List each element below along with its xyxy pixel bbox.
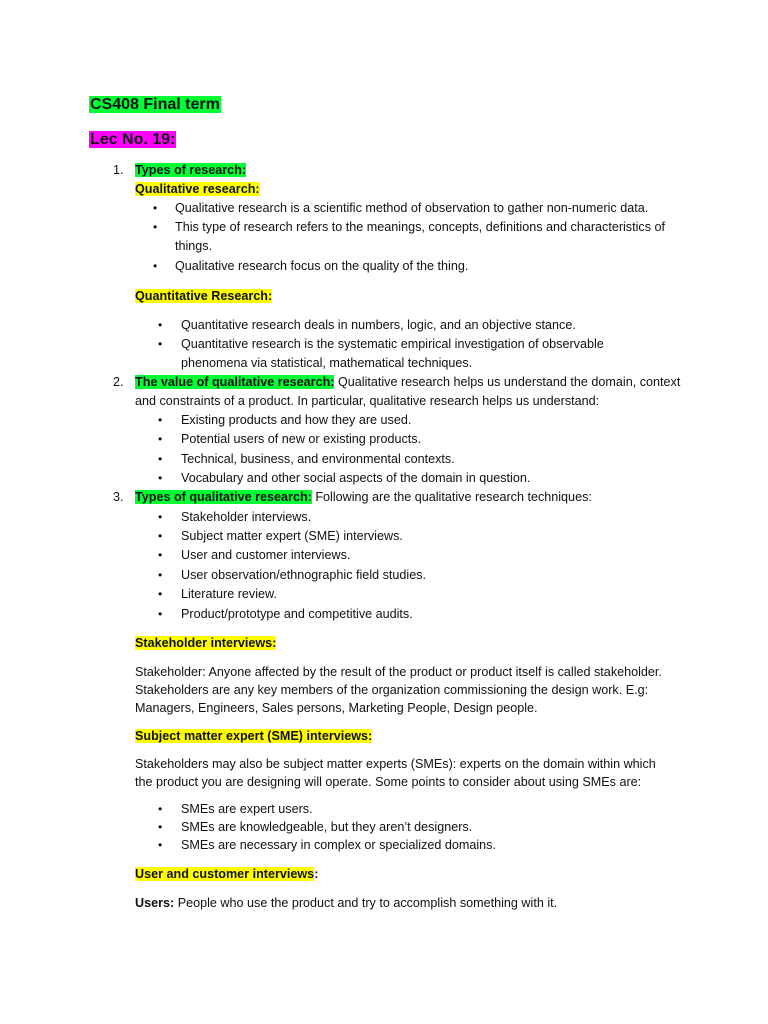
user-heading: User and customer interviews: [135, 867, 315, 881]
qual-heading: Qualitative research:: [135, 182, 260, 196]
bullet-icon: •: [158, 337, 163, 351]
s1-heading: Types of research:: [135, 163, 247, 177]
s1-heading-wrap: [135, 162, 246, 178]
s3-text: Following are the qualitative research techniques:: [311, 490, 592, 504]
sme-line-2: the product you are designing will operate. Some points to consider about using SMEs are:: [135, 775, 642, 789]
s3-heading: Types of qualitative research:: [135, 490, 312, 504]
sme-bullet-2: SMEs are knowledgeable, but they aren’t designers.: [181, 820, 473, 834]
s3-bullet-6: Product/prototype and competitive audits.: [181, 607, 413, 621]
s3-bullet-2: Subject matter expert (SME) interviews.: [181, 529, 403, 543]
sme-heading-wrap: [135, 728, 372, 744]
doc-title: CS408 Final term: [90, 96, 220, 113]
s2-heading: The value of qualitative research:: [135, 375, 335, 389]
s2-line1: [135, 374, 680, 390]
s2-bullet-2: Potential users of new or existing products.: [181, 432, 422, 446]
bullet-icon: •: [158, 413, 163, 427]
bullet-icon: •: [158, 802, 163, 816]
bullet-icon: •: [153, 201, 158, 215]
quant-bullet-2: Quantitative research is the systematic empirical investigation of observable: [181, 337, 604, 351]
s3-bullet-5: Literature review.: [181, 587, 277, 601]
qual-bullet-2-cont: things.: [175, 239, 213, 253]
bullet-icon: •: [158, 432, 163, 446]
qual-bullet-1: Qualitative research is a scientific method of observation to gather non-numeric data.: [175, 201, 649, 215]
users-text: People who use the product and try to accomplish something with it.: [174, 896, 558, 910]
s2-number: 2.: [113, 375, 124, 389]
quant-bullet-2-cont: phenomena via statistical, mathematical techniques.: [181, 356, 473, 370]
doc-title-wrap: [89, 95, 221, 115]
stakeholder-line-3: Managers, Engineers, Sales persons, Marketing People, Design people.: [135, 701, 538, 715]
bullet-icon: •: [158, 548, 163, 562]
s2-text-2: and constraints of a product. In particular, qualitative research helps us understand:: [135, 394, 600, 408]
bullet-icon: •: [158, 838, 163, 852]
stakeholder-heading: Stakeholder interviews:: [135, 636, 277, 650]
bullet-icon: •: [158, 529, 163, 543]
stakeholder-heading-wrap: [135, 635, 276, 651]
bullet-icon: •: [158, 820, 163, 834]
quant-bullet-1: Quantitative research deals in numbers, logic, and an objective stance.: [181, 318, 576, 332]
s2-bullet-3: Technical, business, and environmental contexts.: [181, 452, 455, 466]
sme-heading: Subject matter expert (SME) interviews:: [135, 729, 373, 743]
qual-bullet-2: This type of research refers to the meanings, concepts, definitions and characteristics of: [175, 220, 666, 234]
qual-bullet-3: Qualitative research focus on the quality of the thing.: [175, 259, 469, 273]
lecture-heading-wrap: [89, 130, 176, 150]
bullet-icon: •: [158, 510, 163, 524]
bullet-icon: •: [158, 587, 163, 601]
users-label: Users:: [135, 896, 175, 910]
users-line: [135, 895, 557, 911]
stakeholder-line-2: Stakeholders are any key members of the organization commissioning the design work. E.g:: [135, 683, 649, 697]
bullet-icon: •: [153, 259, 158, 273]
s2-bullet-4: Vocabulary and other social aspects of the domain in question.: [181, 471, 531, 485]
sme-bullet-3: SMEs are necessary in complex or specialized domains.: [181, 838, 496, 852]
s3-bullet-3: User and customer interviews.: [181, 548, 351, 562]
user-heading-wrap: [135, 866, 318, 882]
bullet-icon: •: [158, 452, 163, 466]
quant-heading: Quantitative Research:: [135, 289, 273, 303]
bullet-icon: •: [158, 471, 163, 485]
user-heading-colon: :: [314, 867, 319, 881]
sme-line-1: Stakeholders may also be subject matter experts (SMEs): experts on the domain within which: [135, 757, 656, 771]
bullet-icon: •: [153, 220, 158, 234]
quant-heading-wrap: [135, 288, 272, 304]
s2-text-1: Qualitative research helps us understand the domain, context: [334, 375, 681, 389]
bullet-icon: •: [158, 568, 163, 582]
s1-number: 1.: [113, 163, 124, 177]
qual-heading-wrap: [135, 181, 260, 197]
sme-bullet-1: SMEs are expert users.: [181, 802, 313, 816]
bullet-icon: •: [158, 607, 163, 621]
s3-bullet-4: User observation/ethnographic field studies.: [181, 568, 427, 582]
s3-bullet-1: Stakeholder interviews.: [181, 510, 312, 524]
lecture-heading: Lec No. 19:: [90, 131, 176, 148]
s3-line1: [135, 489, 592, 505]
bullet-icon: •: [158, 318, 163, 332]
s3-number: 3.: [113, 490, 124, 504]
stakeholder-line-1: Stakeholder: Anyone affected by the result of the product or product itself is called stakeholder.: [135, 665, 662, 679]
s2-bullet-1: Existing products and how they are used.: [181, 413, 412, 427]
